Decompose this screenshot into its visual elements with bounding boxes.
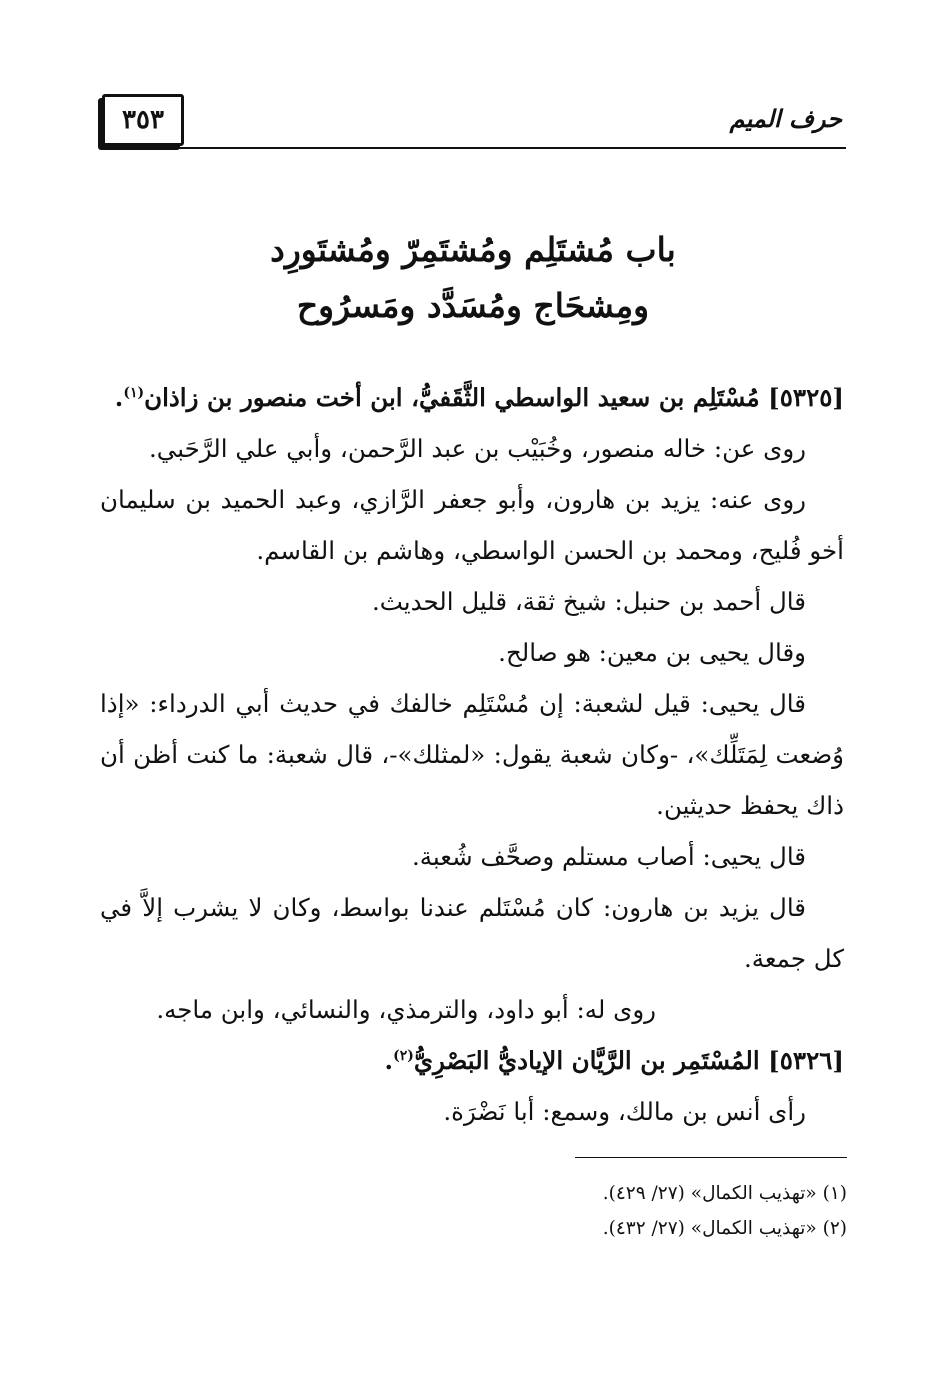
paragraph: رأى أنس بن مالك، وسمع: أبا نَضْرَة. [443,1097,806,1126]
body-text [100,372,844,1137]
entry-heading-end: . [114,383,124,412]
page-header [100,86,846,152]
paragraph: وقال يحيى بن معين: هو صالح. [498,638,806,667]
paragraph: روى عنه: يزيد بن هارون، وأبو جعفر الرَّازي، وعبد الحميد بن سليمان أخو فُليح، ومحمد بن الحسن الواسطي، وهاشم بن القاسم. [100,485,844,565]
chapter-title-line-1: باب مُشتَلِم ومُشتَمِرّ ومُشتَورِد [270,230,676,269]
paragraph: روى له: أبو داود، والترمذي، والنسائي، وابن ماجه. [156,995,656,1024]
entry-heading-5325 [100,372,844,423]
entry-heading-end: . [384,1046,394,1075]
paragraph: قال يحيى: أصاب مستلم وصحَّف شُعبة. [411,842,806,871]
footnote-rule [575,1157,847,1158]
entry-heading-5326 [100,1035,844,1086]
footnote-2: (٢) «تهذيب الكمال» (٢٧/ ٤٣٢). [602,1218,847,1239]
paragraph: روى عن: خاله منصور، وخُبَيْب بن عبد الرَّحمن، وأبي علي الرَّحَبي. [149,434,806,463]
footnote-ref-1: (١) [123,384,145,401]
chapter-title [100,222,846,334]
entry-heading-text: [٥٣٢٦] المُسْتَمِر بن الرَّيَّان الإياديُّ البَصْرِيُّ [413,1046,844,1075]
running-head: حرف الميم [729,104,842,133]
paragraph: قال يزيد بن هارون: كان مُسْتَلم عندنا بواسط، وكان لا يشرب إلاَّ في كل جمعة. [100,893,844,973]
page-number: ٣٥٣ [122,105,164,135]
entry-heading-text: [٥٣٢٥] مُسْتَلِم بن سعيد الواسطي الثَّقَفيُّ، ابن أخت منصور بن زاذان [144,383,844,412]
paragraph: قال يحيى: قيل لشعبة: إن مُسْتَلِم خالفك في حديث أبي الدرداء: «إذا وُضعت لِمَتَلِّك»، -وكان شعبة يقول: «لمثلك»-، قال شعبة: ما كنت أظن أن ذاك يحفظ حديثين. [100,689,844,820]
paragraph: قال أحمد بن حنبل: شيخ ثقة، قليل الحديث. [371,587,806,616]
chapter-title-line-2: ومِشحَاج ومُسَدَّد ومَسرُوح [296,286,650,325]
page-number-box [102,94,184,146]
footnote-1: (١) «تهذيب الكمال» (٢٧/ ٤٢٩). [602,1183,847,1204]
header-rule [100,147,846,149]
footnotes [347,1176,847,1246]
footnote-ref-2: (٢) [393,1047,414,1064]
